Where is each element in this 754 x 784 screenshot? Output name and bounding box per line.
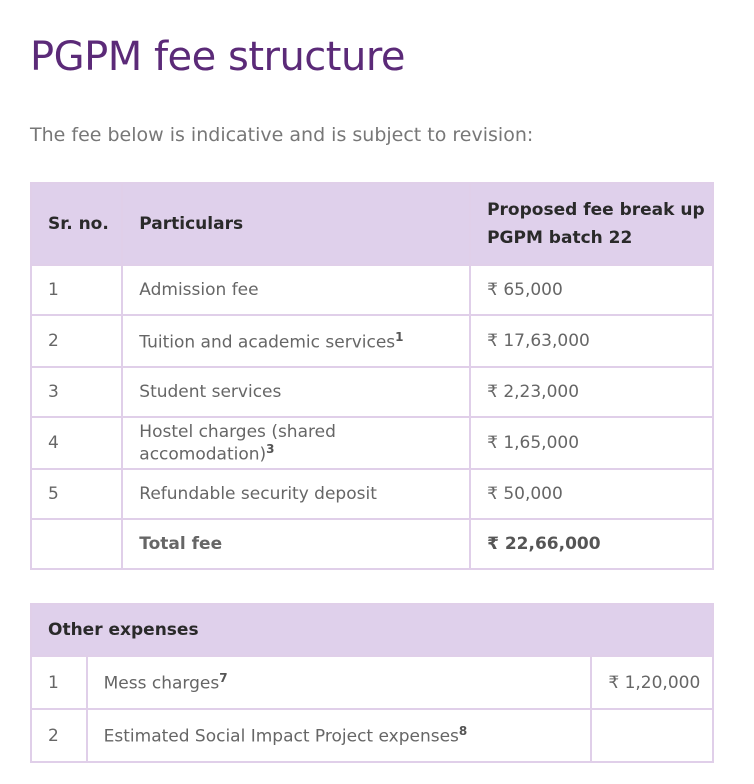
header-particulars: Particulars bbox=[122, 183, 470, 265]
table-row bbox=[31, 367, 713, 417]
total-row bbox=[31, 519, 713, 569]
header-sr-no: Sr. no. bbox=[31, 183, 122, 265]
amount-cell: ₹ 17,63,000 bbox=[470, 315, 713, 367]
table-row bbox=[31, 709, 713, 762]
amount-cell: ₹ 2,23,000 bbox=[470, 367, 713, 417]
particular-text: Student services bbox=[139, 382, 282, 402]
amount-cell: ₹ 1,65,000 bbox=[470, 417, 713, 469]
total-label: Total fee bbox=[122, 519, 470, 569]
table-header-row bbox=[31, 604, 713, 656]
sr-cell: 5 bbox=[31, 469, 122, 519]
particular-text: Mess charges bbox=[103, 673, 220, 694]
table-row bbox=[31, 469, 713, 519]
footnote-marker: 1 bbox=[395, 329, 404, 344]
sr-cell: 1 bbox=[31, 656, 87, 709]
sr-cell: 3 bbox=[31, 367, 122, 417]
particular-text: Tuition and academic services bbox=[139, 332, 396, 353]
table-row bbox=[31, 417, 713, 469]
amount-cell bbox=[591, 709, 713, 762]
fee-structure-table bbox=[30, 182, 714, 570]
particular-text: Estimated Social Impact Project expenses bbox=[103, 726, 459, 747]
page-title: PGPM fee structure bbox=[30, 34, 406, 80]
sr-cell: 1 bbox=[31, 265, 122, 315]
other-expenses-table bbox=[30, 603, 714, 763]
footnote-marker: 7 bbox=[219, 671, 228, 686]
amount-cell: ₹ 50,000 bbox=[470, 469, 713, 519]
particular-cell bbox=[122, 315, 470, 367]
particular-text: Hostel charges (shared accomodation) bbox=[139, 421, 336, 465]
particular-cell bbox=[122, 367, 470, 417]
intro-text: The fee below is indicative and is subject to revision: bbox=[30, 124, 534, 146]
sr-cell bbox=[31, 519, 122, 569]
amount-cell: ₹ 1,20,000 bbox=[591, 656, 713, 709]
particular-text: Refundable security deposit bbox=[139, 484, 377, 504]
amount-cell: ₹ 65,000 bbox=[470, 265, 713, 315]
particular-cell bbox=[122, 265, 470, 315]
particular-cell bbox=[122, 469, 470, 519]
table-header-row bbox=[31, 183, 713, 265]
total-amount: ₹ 22,66,000 bbox=[470, 519, 713, 569]
sr-cell: 2 bbox=[31, 709, 87, 762]
footnote-marker: 8 bbox=[458, 724, 468, 739]
particular-cell bbox=[87, 656, 592, 709]
table-row bbox=[31, 656, 713, 709]
particular-cell bbox=[122, 417, 470, 469]
sr-cell: 4 bbox=[31, 417, 122, 469]
footnote-marker: 3 bbox=[266, 441, 275, 456]
table-row bbox=[31, 315, 713, 367]
header-proposed-fee-line2: PGPM batch 22 bbox=[487, 228, 633, 248]
header-other-expenses: Other expenses bbox=[31, 604, 713, 656]
particular-text: Admission fee bbox=[139, 280, 259, 300]
header-proposed-fee-line1: Proposed fee break up bbox=[487, 200, 705, 220]
particular-cell bbox=[87, 709, 592, 762]
sr-cell: 2 bbox=[31, 315, 122, 367]
table-row bbox=[31, 265, 713, 315]
header-proposed-fee bbox=[470, 183, 713, 265]
